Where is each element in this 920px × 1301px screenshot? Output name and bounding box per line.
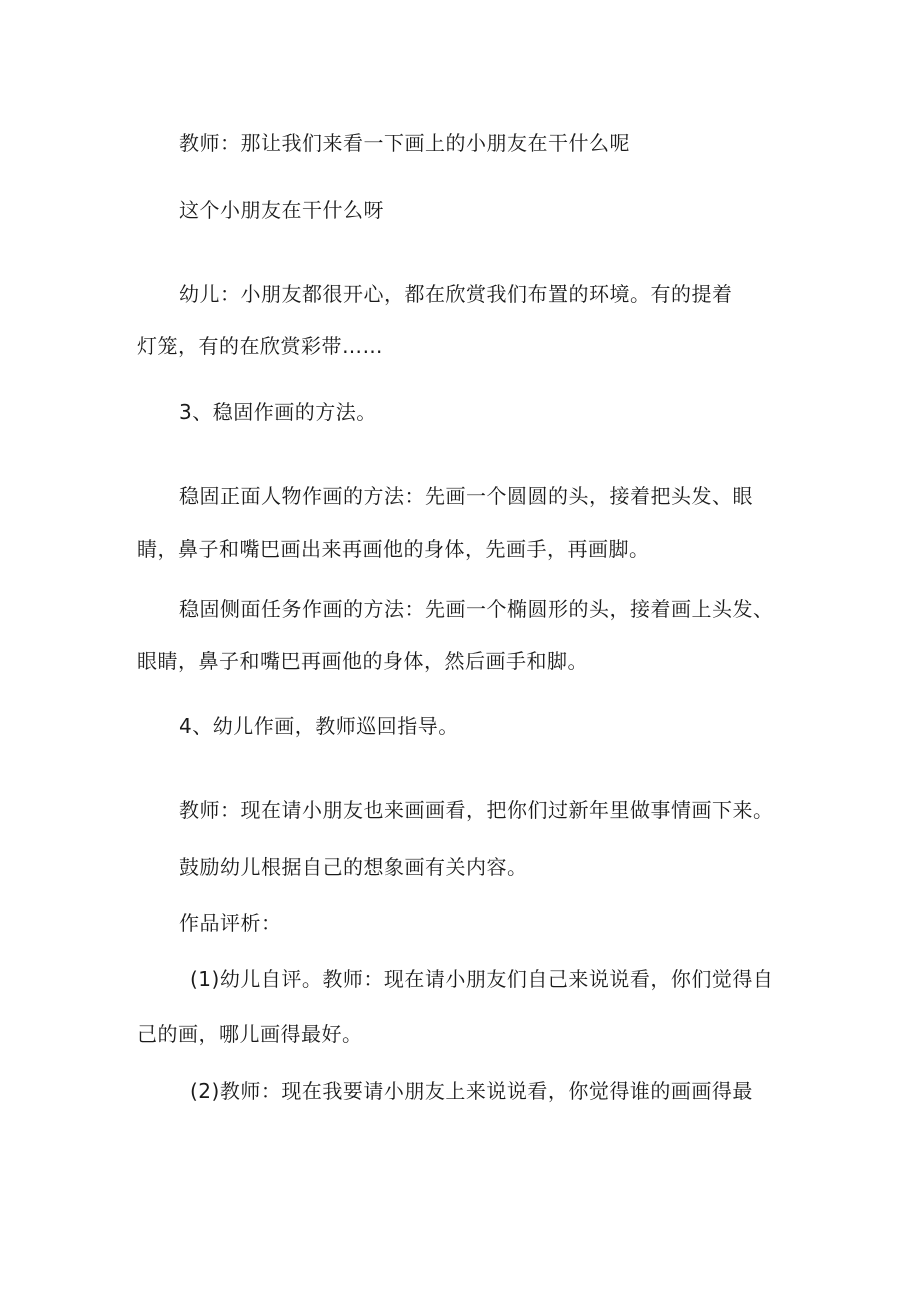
text-line: 4、幼儿作画，教师巡回指导。: [179, 714, 459, 738]
text-line: 眼睛，鼻子和嘴巴再画他的身体，然后画手和脚。: [137, 649, 588, 673]
text-line: 3、稳固作画的方法。: [179, 400, 377, 424]
text-line: (2)教师：现在我要请小朋友上来说说看，你觉得谁的画画得最: [190, 1079, 753, 1103]
text-line: 灯笼，有的在欣赏彩带……: [137, 334, 383, 358]
text-line: 稳固侧面任务作画的方法：先画一个椭圆形的头，接着画上头发、: [179, 597, 774, 621]
text-line: 教师：那让我们来看一下画上的小朋友在干什么呢: [179, 131, 630, 155]
text-line: 这个小朋友在干什么呀: [179, 198, 384, 222]
text-line: 己的画，哪儿画得最好。: [137, 1022, 363, 1046]
text-line: (1)幼儿自评。教师：现在请小朋友们自己来说说看，你们觉得自: [190, 967, 774, 991]
text-line: 教师：现在请小朋友也来画画看，把你们过新年里做事情画下来。: [179, 798, 774, 822]
text-line: 作品评析：: [179, 911, 282, 935]
text-line: 睛，鼻子和嘴巴画出来再画他的身体，先画手，再画脚。: [137, 537, 650, 561]
text-line: 幼儿：小朋友都很开心，都在欣赏我们布置的环境。有的提着: [179, 282, 733, 306]
text-line: 鼓励幼儿根据自己的想象画有关内容。: [179, 855, 528, 879]
text-line: 稳固正面人物作画的方法：先画一个圆圆的头，接着把头发、眼: [179, 484, 753, 508]
